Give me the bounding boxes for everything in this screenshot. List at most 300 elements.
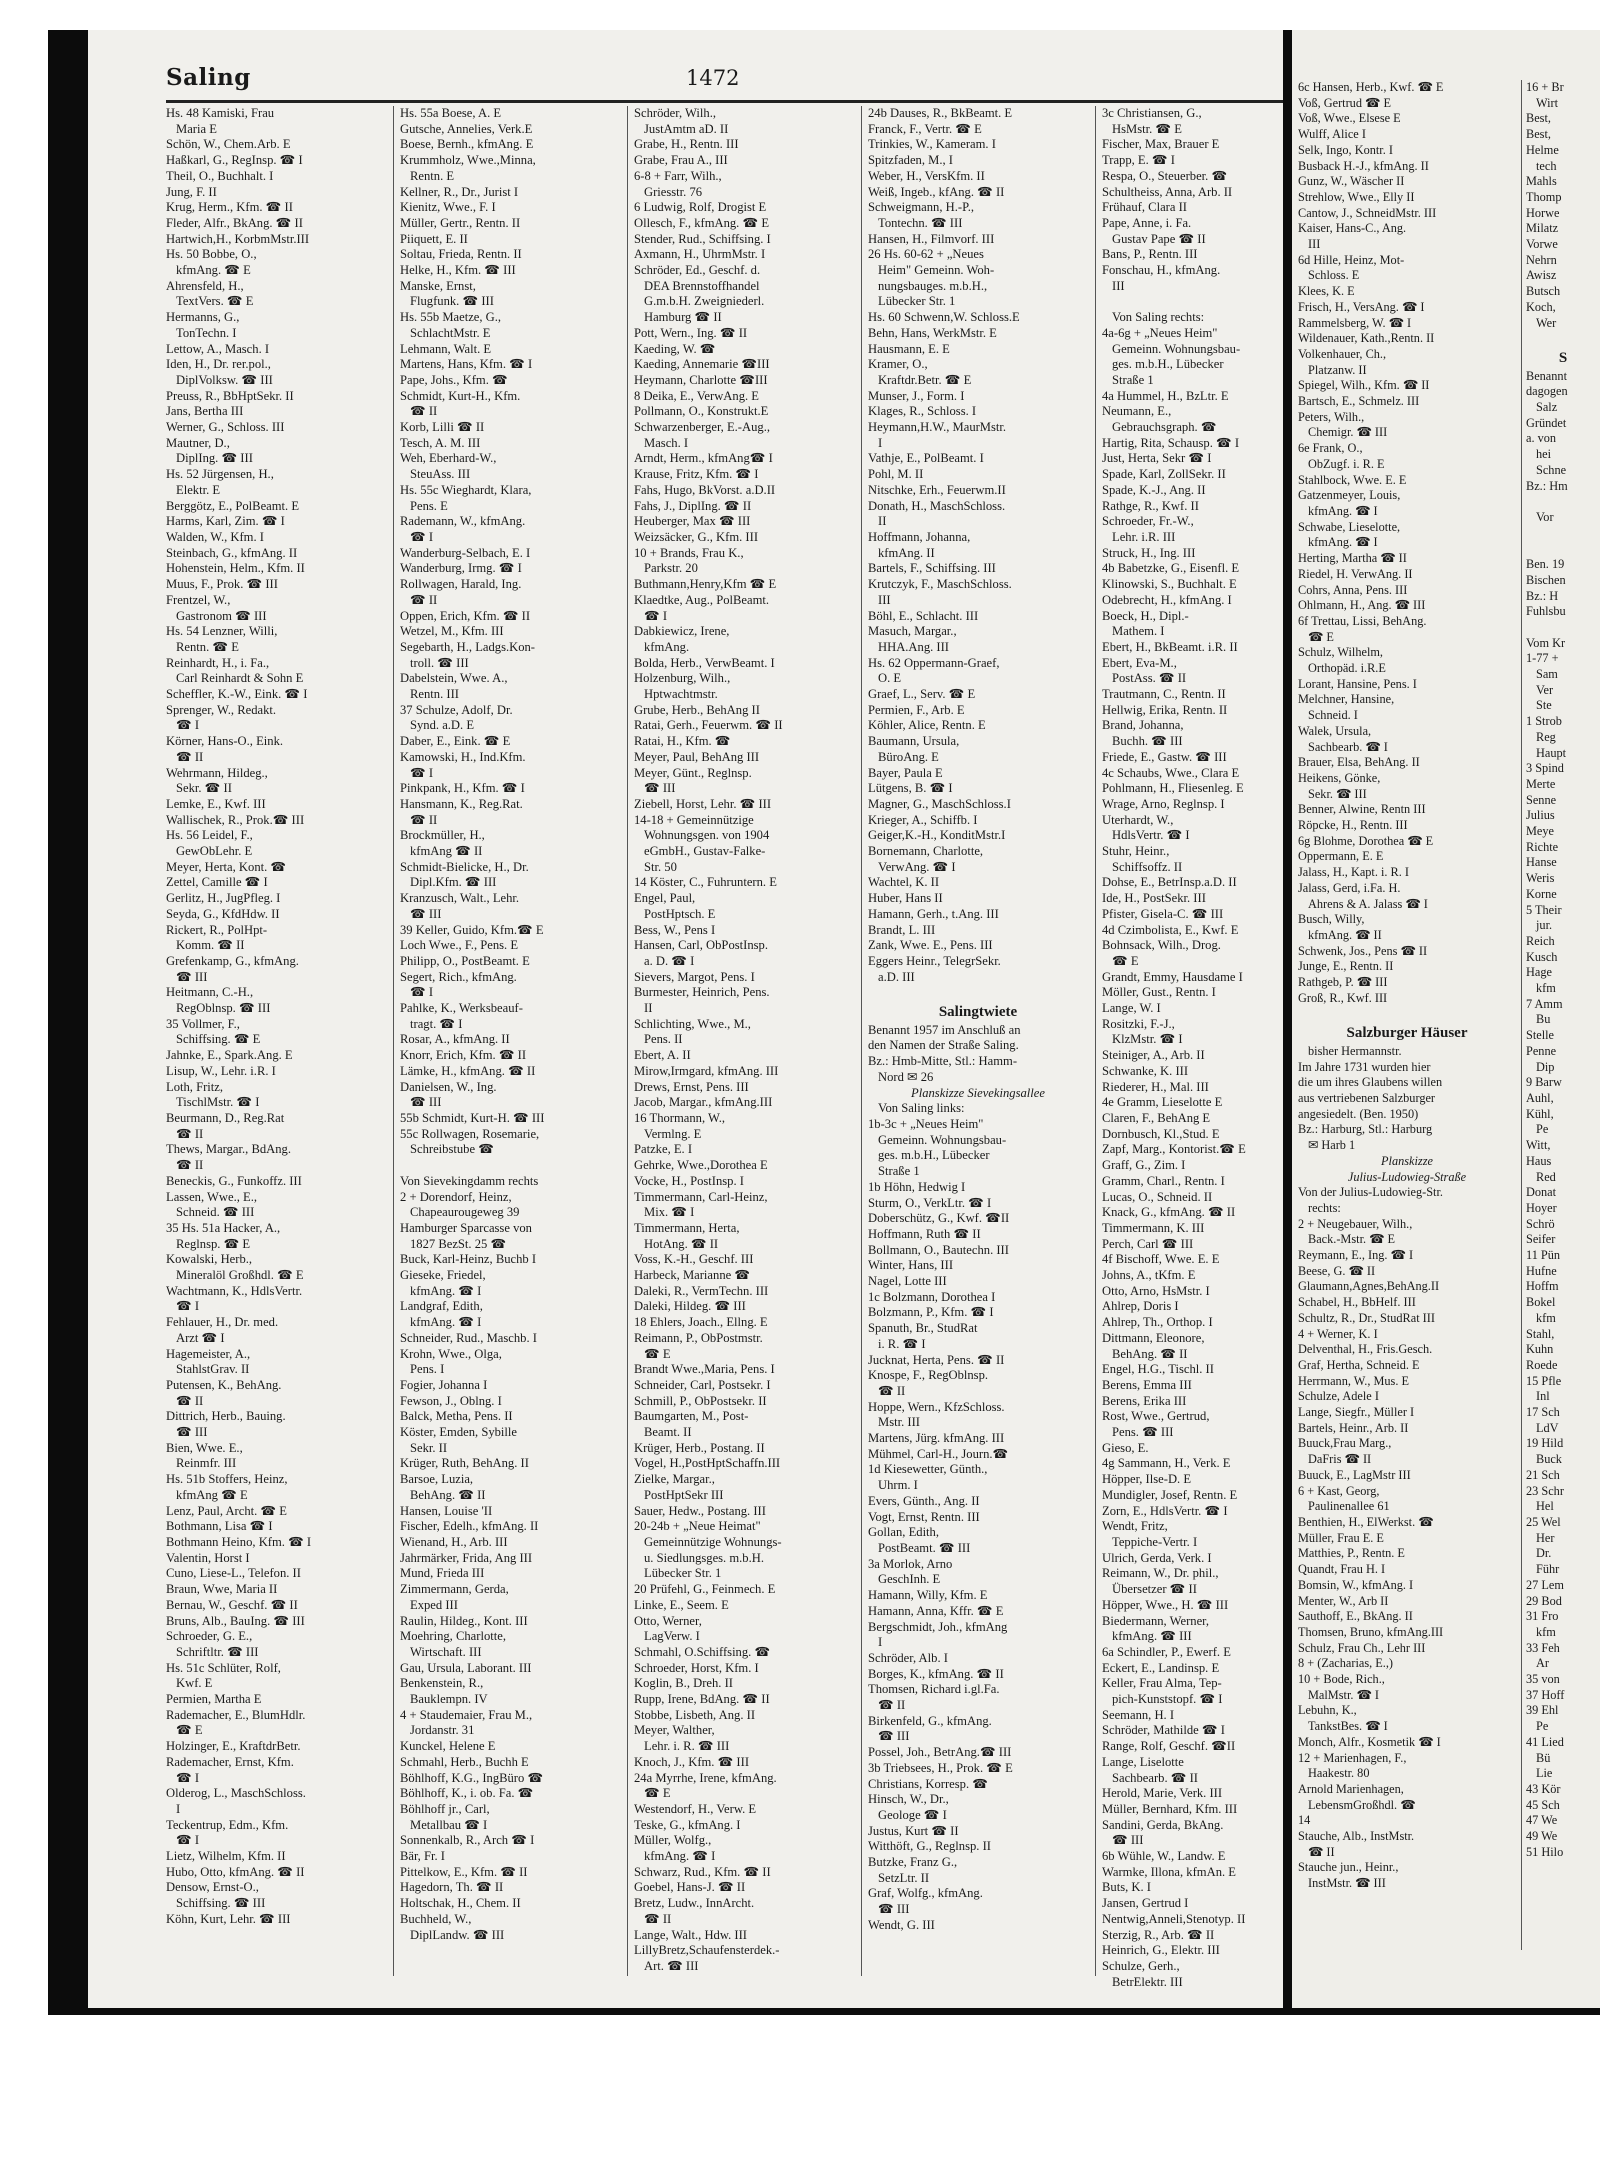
directory-entry: Schwarz, Rud., Kfm. ☎ II: [634, 1864, 771, 1879]
directory-entry: Hs. 55c Wieghardt, Klara,: [400, 482, 532, 497]
directory-entry: Ahlrep, Th., Orthop. I: [1102, 1315, 1213, 1330]
directory-entry: Koglin, B., Dreh. II: [634, 1676, 733, 1691]
entry-continuation: ☎ E: [1308, 629, 1334, 644]
entry-continuation: ☎ I: [176, 718, 200, 733]
entry-continuation: O. E: [878, 671, 902, 686]
entry-continuation: TextVers. ☎ E: [176, 294, 254, 309]
directory-entry: Bolzmann, P., Kfm. ☎ I: [868, 1305, 994, 1320]
directory-entry: Jansen, Gertrud I: [1102, 1896, 1189, 1911]
entry-continuation: Paulinenallee 61: [1308, 1499, 1390, 1514]
directory-entry: Heymann,H.W., MaurMstr.: [868, 420, 1007, 435]
directory-entry: Gerlitz, H., JugPfleg. I: [166, 891, 281, 906]
entry-continuation: BüroAng. E: [878, 749, 939, 764]
entry-continuation: jur.: [1536, 918, 1553, 933]
directory-entry: Borges, K., kfmAng. ☎ II: [868, 1666, 1004, 1681]
directory-entry: Riederer, H., Mal. III: [1102, 1079, 1209, 1094]
directory-entry: Rademacher, Ernst, Kfm.: [166, 1754, 294, 1769]
directory-entry: Mahls: [1526, 174, 1557, 189]
entry-continuation: Sekr. ☎ III: [1308, 786, 1367, 801]
directory-entry: Schlichting, Wwe., M.,: [634, 1016, 751, 1031]
directory-entry: Körner, Hans-O., Eink.: [166, 734, 284, 749]
directory-entry: Zank, Wwe. E., Pens. III: [868, 938, 993, 953]
directory-entry: Lange, Liselotte: [1102, 1754, 1184, 1769]
directory-entry: Meyer, Günt., Reglnsp.: [634, 765, 752, 780]
directory-entry: Schroeder, Fr.-W.,: [1102, 514, 1194, 529]
directory-entry: Glaumann,Agnes,BehAng.II: [1298, 1279, 1440, 1294]
directory-entry: Barsoe, Luzia,: [400, 1472, 474, 1487]
entry-continuation: InstMstr. ☎ III: [1308, 1876, 1386, 1891]
entry-continuation: Schreibstube ☎: [410, 1142, 494, 1157]
directory-entry: Milatz: [1526, 221, 1559, 236]
directory-entry: Meyer, Walther,: [634, 1723, 715, 1738]
directory-entry: 8 Deika, E., VerwAng. E: [634, 388, 759, 403]
directory-entry: Engel, Paul,: [634, 891, 696, 906]
entry-continuation: Lehr. i.R. III: [1112, 529, 1176, 544]
directory-entry: 41 Lied: [1526, 1734, 1564, 1749]
entry-continuation: Rentn. III: [410, 687, 459, 702]
directory-entry: Eckert, E., Landinsp. E: [1102, 1660, 1220, 1675]
directory-entry: Ohlmann, H., Ang. ☎ III: [1298, 598, 1426, 613]
directory-entry: Müller, Gertr., Rentn. II: [400, 215, 521, 230]
entry-continuation: kfmAng ☎ II: [410, 844, 483, 859]
directory-entry: Kuhn: [1526, 1342, 1554, 1357]
directory-entry: Sterzig, R., Arb. ☎ II: [1102, 1927, 1215, 1942]
directory-entry: Riedel, H. VerwAng. II: [1298, 566, 1413, 581]
directory-entry: Monch, Alfr., Kosmetik ☎ I: [1298, 1734, 1441, 1749]
directory-entry: Bollmann, O., Bautechn. III: [868, 1242, 1009, 1257]
directory-entry: Gunz, W., Wäscher II: [1298, 174, 1405, 189]
entry-continuation: a. D. ☎ I: [644, 953, 695, 968]
directory-entry: Thews, Margar., BdAng.: [166, 1142, 291, 1157]
directory-entry: Dabelstein, Wwe. A.,: [400, 671, 508, 686]
directory-entry: Schmahl, Herb., Buchh E: [400, 1754, 529, 1769]
directory-entry: Auhl,: [1526, 1091, 1554, 1105]
directory-entry: Segebarth, H., Ladgs.Kon-: [400, 639, 536, 654]
directory-entry: Grube, Herb., BehAng II: [634, 702, 760, 717]
directory-entry: Wrage, Arno, Reglnsp. I: [1102, 796, 1225, 811]
entry-continuation: ges. m.b.H., Lübecker: [878, 1148, 990, 1163]
directory-entry: 17 Sch: [1526, 1405, 1560, 1420]
directory-entry: Braun, Wwe, Maria II: [166, 1582, 278, 1597]
directory-entry: Seifer: [1526, 1232, 1556, 1247]
directory-entry: 55b Schmidt, Kurt-H. ☎ III: [400, 1111, 545, 1125]
entry-continuation: ☎ III: [878, 1729, 910, 1744]
entry-continuation: TonTechn. I: [176, 325, 237, 340]
entry-continuation: I: [176, 1801, 181, 1816]
directory-entry: Teske, G., kfmAng. I: [634, 1817, 741, 1832]
directory-entry: Manske, Ernst,: [400, 278, 476, 293]
entry-continuation: ☎ III: [644, 781, 676, 796]
directory-column: [166, 106, 386, 2006]
directory-entry: Behn, Hans, WerkMstr. E: [868, 325, 997, 340]
directory-entry: Frentzel, W.,: [166, 592, 231, 607]
entry-continuation: ☎ III: [176, 969, 208, 984]
entry-continuation: Art. ☎ III: [644, 1958, 699, 1973]
directory-entry: Herrmann, W., Mus. E: [1298, 1373, 1410, 1388]
directory-entry: Arndt, Herm., kfmAng☎ I: [634, 451, 773, 466]
directory-entry: Permien, F., Arb. E: [868, 702, 965, 717]
directory-entry: Pape, Anne, i. Fa.: [1102, 215, 1192, 230]
directory-entry: Bothmann, Lisa ☎ I: [166, 1519, 273, 1534]
directory-entry: dagogen: [1526, 384, 1568, 399]
directory-entry: Lehmann, Walt. E: [400, 341, 492, 356]
directory-entry: Schmill, P., ObPostsekr. II: [634, 1393, 767, 1408]
directory-entry: Reimann, W., Dr. phil.,: [1102, 1566, 1219, 1581]
directory-entry: 35 von: [1526, 1672, 1560, 1687]
directory-entry: Bayer, Paula E: [868, 765, 943, 780]
directory-entry: Brandt, L. III: [868, 922, 936, 937]
directory-entry: Hs. 56 Leidel, F.,: [166, 828, 253, 843]
entry-continuation: Ste: [1536, 698, 1552, 713]
directory-entry: 23 Schr: [1526, 1483, 1564, 1498]
directory-entry: Strehlow, Wwe., Elly II: [1298, 189, 1415, 204]
directory-entry: Köhler, Alice, Rentn. E: [868, 718, 986, 733]
directory-entry: Bomsin, W., kfmAng. I: [1298, 1577, 1414, 1592]
entry-continuation: Lübecker Str. 1: [644, 1566, 722, 1581]
directory-entry: Johns, A., tKfm. E: [1102, 1268, 1196, 1283]
head-rule: [166, 100, 1283, 103]
directory-entry: Hage: [1526, 965, 1552, 980]
directory-entry: Ahlrep, Doris I: [1102, 1299, 1179, 1314]
entry-continuation: Salz: [1536, 400, 1558, 415]
directory-entry: Beneckis, G., Funkoffz. III: [166, 1173, 302, 1188]
directory-entry: Julius: [1526, 808, 1555, 823]
directory-entry: Otto, Arno, HsMstr. I: [1102, 1283, 1210, 1298]
directory-entry: Jahnke, E., Spark.Ang. E: [166, 1048, 293, 1063]
directory-entry: Kunckel, Helene E: [400, 1739, 496, 1754]
directory-entry: Schulze, Gerh.,: [1102, 1958, 1180, 1973]
entry-continuation: Ahrens & A. Jalass ☎ I: [1308, 896, 1428, 911]
directory-entry: Westendorf, H., Verw. E: [634, 1801, 757, 1816]
entry-continuation: Dr.: [1536, 1546, 1552, 1561]
directory-entry: Bornemann, Charlotte,: [868, 844, 984, 859]
entry-continuation: ☎ II: [878, 1383, 906, 1398]
directory-entry: Justus, Kurt ☎ II: [868, 1823, 959, 1838]
entry-continuation: kfm: [1536, 981, 1556, 996]
entry-continuation: Pens. E: [410, 498, 448, 513]
entry-continuation: ☎ III: [878, 1902, 910, 1917]
directory-entry: Butzke, Franz G.,: [868, 1855, 958, 1870]
directory-entry: Piiquett, E. II: [400, 231, 468, 246]
directory-entry: Helme: [1526, 142, 1559, 157]
directory-entry: Segert, Rich., kfmAng.: [400, 969, 517, 984]
entry-continuation: SchlachtMstr. E: [410, 325, 491, 340]
entry-continuation: pich-Kunststopf. ☎ I: [1112, 1692, 1223, 1707]
directory-entry: Trapp, E. ☎ I: [1102, 153, 1175, 168]
directory-entry: Helke, H., Kfm. ☎ III: [400, 263, 516, 278]
directory-entry: Pinkpank, H., Kfm. ☎ I: [400, 781, 525, 796]
directory-entry: Vogel, H.,PostHptSchaffn.III: [634, 1456, 781, 1471]
entry-continuation: ☎ I: [176, 1299, 200, 1314]
directory-entry: Junge, E., Rentn. II: [1298, 959, 1394, 974]
entry-continuation: Haakestr. 80: [1308, 1766, 1370, 1781]
directory-entry: Daleki, R., VermTechn. III: [634, 1283, 769, 1298]
section-heading: Salzburger Häuser: [1346, 1026, 1468, 1042]
directory-entry: 8 + (Zacharias, E.,): [1298, 1656, 1394, 1671]
directory-entry: [1526, 541, 1600, 557]
directory-entry: Werner, G., Schloss. III: [166, 420, 285, 435]
entry-continuation: Carl Reinhardt & Sohn E: [176, 671, 304, 686]
directory-entry: Lange, Siegfr., Müller I: [1298, 1405, 1415, 1420]
directory-entry: Selk, Ingo, Kontr. I: [1298, 142, 1393, 157]
directory-entry: Struck, H., Ing. III: [1102, 545, 1196, 560]
entry-continuation: HdlsVertr. ☎ I: [1112, 828, 1190, 843]
entry-continuation: Schloss. E: [1308, 268, 1360, 283]
directory-entry: Ziebell, Horst, Lehr. ☎ III: [634, 796, 772, 811]
directory-entry: Vathje, E., PolBeamt. I: [868, 451, 984, 466]
directory-entry: Grandt, Emmy, Hausdame I: [1102, 969, 1243, 984]
directory-entry: Baumann, Ursula,: [868, 734, 960, 749]
entry-continuation: Synd. a.D. E: [410, 718, 475, 733]
directory-entry: Stauche jun., Heinr.,: [1298, 1860, 1399, 1875]
entry-continuation: Wohnungsgen. von 1904: [644, 828, 770, 843]
directory-entry: Munser, J., Form. I: [868, 388, 965, 403]
directory-entry: Balck, Metha, Pens. II: [400, 1409, 513, 1424]
entry-continuation: KlzMstr. ☎ I: [1112, 1032, 1183, 1047]
directory-entry: Cuno, Liese-L., Telefon. II: [166, 1566, 301, 1581]
directory-entry: Hs. 55b Maetze, G.,: [400, 310, 502, 325]
directory-entry: Hartig, Rita, Schausp. ☎ I: [1102, 435, 1240, 450]
directory-entry: Köster, Emden, Sybille: [400, 1425, 518, 1440]
directory-entry: Bergschmidt, Joh., kfmAng: [868, 1619, 1008, 1634]
directory-entry: Wulff, Alice I: [1298, 127, 1366, 142]
directory-entry: 16 + Br: [1526, 80, 1564, 94]
directory-entry: Schulze, Adele I: [1298, 1389, 1379, 1404]
directory-entry: Ebert, A. II: [634, 1048, 691, 1063]
directory-entry: Stelle: [1526, 1028, 1555, 1043]
directory-entry: Klages, R., Schloss. I: [868, 404, 977, 419]
directory-entry: Menter, W., Arb II: [1298, 1593, 1389, 1608]
directory-entry: 15 Pfle: [1526, 1373, 1562, 1388]
entry-continuation: Sachbearb. ☎ I: [1308, 739, 1388, 754]
directory-entry: Schrö: [1526, 1216, 1555, 1231]
directory-entry: Sandini, Gerda, BkAng.: [1102, 1817, 1224, 1832]
directory-entry: Mundigler, Josef, Rentn. E: [1102, 1487, 1238, 1502]
directory-entry: Hagedorn, Th. ☎ II: [400, 1880, 504, 1895]
directory-entry: Best,: [1526, 127, 1551, 142]
entry-continuation: Exped III: [410, 1597, 458, 1612]
entry-continuation: kfmAng. ☎ E: [176, 263, 251, 278]
directory-entry: Oppermann, E. E: [1298, 849, 1384, 864]
directory-entry: Fehlauer, H., Dr. med.: [166, 1315, 279, 1330]
entry-continuation: ☎ III: [410, 906, 442, 921]
directory-entry: Lisup, W., Lehr. i.R. I: [166, 1063, 276, 1078]
directory-entry: Buchheld, W.,: [400, 1911, 472, 1926]
directory-entry: Nehrn: [1526, 252, 1557, 267]
directory-entry: Vorwe: [1526, 237, 1558, 252]
directory-entry: Cohrs, Anna, Pens. III: [1298, 582, 1408, 597]
entry-continuation: Schneid. ☎ III: [176, 1205, 255, 1220]
directory-entry: Doberschütz, G., Kwf. ☎II: [868, 1211, 1010, 1226]
directory-entry: Zettel, Camille ☎ I: [166, 875, 268, 890]
running-head: [166, 64, 1283, 100]
directory-entry: Krug, Herm., Kfm. ☎ II: [166, 200, 293, 215]
entry-continuation: Pens. I: [410, 1362, 445, 1377]
entry-continuation: Haupt: [1536, 745, 1567, 760]
entry-continuation: ☎ II: [1308, 1844, 1335, 1859]
directory-entry: Brauer, Elsa, BehAng. II: [1298, 755, 1420, 770]
directory-entry: Witt,: [1526, 1138, 1551, 1153]
directory-entry: 33 Feh: [1526, 1640, 1560, 1655]
entry-continuation: Hptwachtmstr.: [644, 687, 718, 702]
entry-continuation: ☎ II: [878, 1698, 906, 1713]
directory-entry: 4a Hummel, H., BzLtr. E: [1102, 388, 1229, 403]
directory-entry: Magner, G., MaschSchloss.I: [868, 796, 1011, 811]
entry-continuation: tragt. ☎ I: [410, 1016, 463, 1031]
directory-entry: Lange, Walt., Hdw. III: [634, 1927, 747, 1942]
directory-entry: 4e Gramm, Lieselotte E: [1102, 1095, 1223, 1110]
directory-entry: 31 Fro: [1526, 1609, 1559, 1624]
directory-entry: Heymann, Charlotte ☎III: [634, 372, 768, 387]
directory-entry: Spitzfaden, M., I: [868, 153, 953, 168]
entry-continuation: Pens. ☎ III: [1112, 1425, 1174, 1440]
entry-continuation: Geologe ☎ I: [878, 1807, 947, 1822]
directory-entry: Buthmann,Henry,Kfm ☎ E: [634, 577, 777, 592]
directory-entry: Benannt 1957 im Anschluß an: [868, 1022, 1021, 1037]
directory-entry: 11 Pün: [1526, 1248, 1561, 1263]
directory-entry: Lassen, Wwe., E.,: [166, 1189, 258, 1204]
entry-continuation: Dipl.Kfm. ☎ III: [410, 875, 497, 890]
directory-entry: Tesch, A. M. III: [400, 435, 481, 450]
directory-entry: Stuhr, Heinr.,: [1102, 844, 1170, 859]
directory-entry: Jalass, H., Kapt. i. R. I: [1298, 865, 1410, 880]
directory-entry: Neumann, E.,: [1102, 404, 1172, 419]
directory-entry: Butsch: [1526, 284, 1561, 299]
directory-entry: Rollwagen, Harald, Ing.: [400, 577, 522, 592]
directory-entry: Hansmann, K., Reg.Rat.: [400, 796, 523, 811]
directory-entry: Klaedtke, Aug., PolBeamt.: [634, 592, 770, 607]
directory-entry: den Namen der Straße Saling.: [868, 1038, 1019, 1053]
directory-entry: Rademacher, E., BlumHdlr.: [166, 1707, 306, 1722]
directory-entry: 24a Myrrhe, Irene, kfmAng.: [634, 1770, 777, 1785]
directory-entry: Biedermann, Werner,: [1102, 1613, 1210, 1628]
directory-entry: Stender, Rud., Schiffsing. I: [634, 231, 771, 246]
directory-entry: Timmermann, Herta,: [634, 1220, 740, 1235]
directory-entry: Gieso, E.: [1102, 1440, 1149, 1455]
directory-entry: Brand, Johanna,: [1102, 718, 1184, 733]
directory-entry: Ide, H., PostSekr. III: [1102, 891, 1206, 906]
entry-continuation: ☎ II: [176, 749, 204, 764]
directory-entry: Schroeder, G. E.,: [166, 1629, 253, 1644]
directory-entry: Landgraf, Edith,: [400, 1299, 483, 1314]
directory-entry: Krummholz, Wwe.,Minna,: [400, 153, 536, 168]
entry-continuation: ☎ II: [176, 1393, 204, 1408]
directory-entry: Hufne: [1526, 1263, 1557, 1278]
directory-entry: Koch,: [1526, 299, 1556, 314]
entry-continuation: ✉ Harb 1: [1308, 1138, 1356, 1153]
entry-continuation: ☎ I: [176, 1770, 200, 1785]
entry-continuation: Teppiche-Vertr. I: [1112, 1534, 1198, 1549]
directory-column: [634, 106, 854, 2006]
entry-continuation: Von Saling rechts:: [1112, 310, 1205, 325]
entry-continuation: ☎ I: [410, 985, 434, 1000]
directory-entry: Dabkiewicz, Irene,: [634, 624, 730, 639]
directory-entry: Fogier, Johanna I: [400, 1377, 488, 1392]
directory-entry: Stobbe, Lisbeth, Ang. II: [634, 1707, 756, 1722]
directory-entry: Drews, Ernst, Pens. III: [634, 1079, 749, 1094]
directory-entry: Pfister, Gisela-C. ☎ III: [1102, 906, 1224, 921]
entry-continuation: kfmAng.: [644, 639, 690, 654]
directory-entry: Grabe, Frau A., III: [634, 153, 728, 168]
directory-entry: Bans, P., Rentn. III: [1102, 247, 1198, 262]
directory-entry: Philipp, O., PostBeamt. E: [400, 953, 530, 968]
directory-entry: Fuhlsbu: [1526, 604, 1566, 619]
directory-entry: Bothmann Heino, Kfm. ☎ I: [166, 1534, 312, 1549]
directory-entry: Steinbach, G., kfmAng. II: [166, 545, 298, 560]
entry-continuation: Reglnsp. ☎ E: [176, 1236, 251, 1251]
directory-entry: Mühmel, Carl-H., Journ.☎: [868, 1446, 1009, 1461]
directory-entry: Richte: [1526, 839, 1559, 854]
directory-entry: [1526, 331, 1600, 347]
directory-entry: Keller, Frau Alma, Tep-: [1102, 1676, 1222, 1691]
directory-entry: Scheffler, K.-W., Eink. ☎ I: [166, 687, 308, 702]
directory-entry: Schwanke, K. III: [1102, 1063, 1189, 1078]
directory-entry: Densow, Ernst-O.,: [166, 1880, 259, 1895]
directory-entry: Iden, H., Dr. rer.pol.,: [166, 357, 271, 372]
directory-entry: 10 + Bode, Rich.,: [1298, 1672, 1385, 1687]
entry-continuation: kfmAng. ☎ I: [644, 1849, 716, 1864]
entry-continuation: SteuAss. III: [410, 467, 471, 482]
directory-entry: Donath, H., MaschSchloss.: [868, 498, 1006, 513]
directory-entry: Hoppe, Wern., KfzSchloss.: [868, 1399, 1005, 1414]
directory-entry: Dittrich, Herb., Bauing.: [166, 1409, 286, 1424]
directory-entry: Pape, Johs., Kfm. ☎: [400, 372, 508, 387]
directory-entry: 9 Barw: [1526, 1075, 1562, 1090]
directory-entry: Winter, Hans, III: [868, 1258, 954, 1273]
entry-continuation: Sekr. ☎ II: [176, 781, 232, 796]
entry-continuation: Straße 1: [878, 1164, 920, 1179]
entry-continuation: 1827 BezSt. 25 ☎: [410, 1236, 507, 1251]
street-head: Saling: [166, 64, 251, 91]
entry-continuation: ☎ I: [410, 765, 434, 780]
directory-entry: Best,: [1526, 111, 1551, 126]
directory-entry: 27 Lem: [1526, 1577, 1564, 1592]
directory-entry: 6d Hille, Heinz, Mot-: [1298, 252, 1405, 267]
directory-entry: Spade, Karl, ZollSekr. II: [1102, 467, 1226, 482]
directory-entry: Knorr, Erich, Kfm. ☎ II: [400, 1048, 527, 1063]
directory-entry: 39 Ehl: [1526, 1703, 1559, 1718]
directory-entry: 18 Ehlers, Joach., Ellng. E: [634, 1315, 768, 1330]
directory-entry: 3b Triebsees, H., Prok. ☎ E: [868, 1760, 1013, 1775]
directory-entry: Fleder, Alfr., BkAng. ☎ II: [166, 215, 303, 230]
directory-entry: [1526, 494, 1600, 510]
directory-entry: Walden, W., Kfm. I: [166, 529, 264, 544]
directory-entry: Hs. 60 Schwenn,W. Schloss.E: [868, 310, 1020, 325]
directory-entry: Hs. 52 Jürgensen, H.,: [166, 467, 274, 482]
directory-entry: 3 Spind: [1526, 761, 1564, 776]
directory-entry: Groß, R., Kwf. III: [1298, 990, 1388, 1005]
directory-entry: Holzinger, E., KraftdrBetr.: [166, 1739, 301, 1754]
entry-continuation: Griesstr. 76: [644, 184, 703, 199]
directory-entry: Lietz, Wilhelm, Kfm. II: [166, 1849, 286, 1864]
entry-continuation: Kraftdr.Betr. ☎ E: [878, 372, 972, 387]
directory-entry: Spanuth, Br., StudRat: [868, 1321, 978, 1336]
directory-entry: Hoyer: [1526, 1200, 1557, 1215]
directory-entry: Sauthoff, E., BkAng. II: [1298, 1609, 1413, 1624]
entry-continuation: Platzanw. II: [1308, 362, 1367, 377]
entry-continuation: ☎ II: [176, 1126, 204, 1141]
directory-entry: Weris: [1526, 871, 1555, 886]
entry-continuation: troll. ☎ III: [410, 655, 469, 670]
directory-entry: 7 Amm: [1526, 996, 1563, 1011]
directory-entry: Fahs, J., DiplIng. ☎ II: [634, 498, 752, 513]
directory-entry: Mautner, D.,: [166, 435, 230, 450]
entry-continuation: Lehr. i. R. ☎ III: [644, 1739, 730, 1754]
directory-entry: Masuch, Margar.,: [868, 624, 957, 639]
directory-entry: Olderog, L., MaschSchloss.: [166, 1786, 306, 1801]
directory-entry: Schroeder, Horst, Kfm. I: [634, 1660, 759, 1675]
directory-entry: Höpper, Ilse-D. E: [1102, 1472, 1192, 1487]
